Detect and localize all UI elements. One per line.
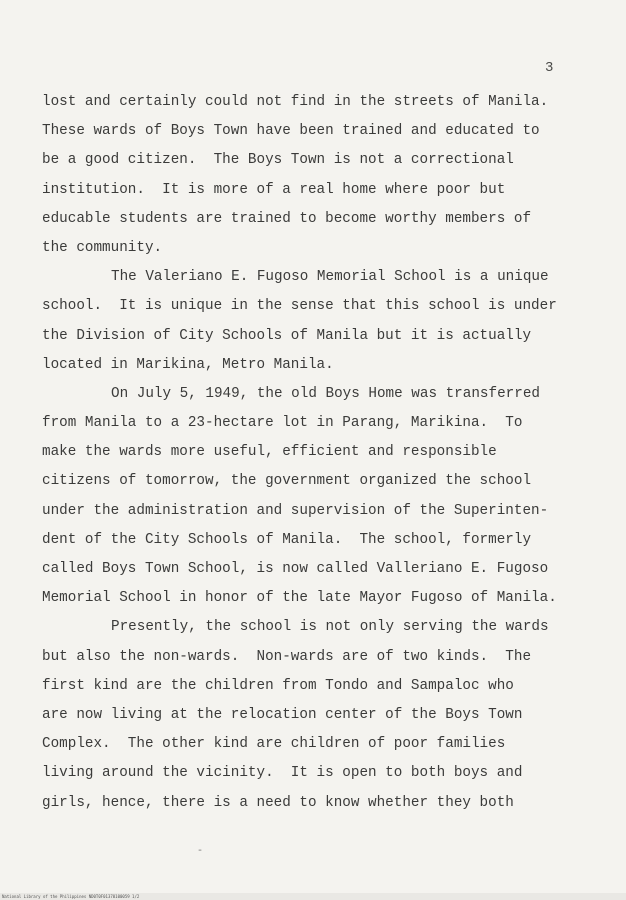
text-line: These wards of Boys Town have been trained and educated to: [42, 123, 540, 140]
page-number: 3: [545, 60, 554, 76]
text-line: Memorial School in honor of the late Mayor Fugoso of Manila.: [42, 590, 557, 607]
text-line: under the administration and supervision of the Superinten-: [42, 502, 549, 519]
text-line: citizens of tomorrow, the government organized the school: [42, 473, 532, 490]
text-line: but also the non-wards. Non-wards are of two kinds. The: [42, 648, 532, 665]
bottom-mark: -: [197, 846, 204, 857]
archive-footer: National Library of the Philippines ND0T0F01370100059 1/2: [2, 894, 140, 899]
text-line: are now living at the relocation center of the Boys Town: [42, 706, 523, 723]
text-line: called Boys Town School, is now called Valleriano E. Fugoso: [42, 561, 549, 577]
text-line: the community.: [42, 239, 163, 256]
text-line: be a good citizen. The Boys Town is not a correctional: [42, 152, 514, 169]
text-line: dent of the City Schools of Manila. The school, formerly: [42, 531, 532, 548]
text-line: girls, hence, there is a need to know whether they both: [42, 794, 514, 811]
text-line: located in Marikina, Metro Manila.: [42, 356, 334, 373]
text-line: lost and certainly could not find in the streets of Manila.: [42, 94, 549, 110]
paragraph-first-line: The Valeriano E. Fugoso Memorial School is a unique: [111, 269, 549, 286]
paragraph-first-line: Presently, the school is not only serving the wards: [111, 619, 549, 636]
text-line: school. It is unique in the sense that this school is under: [42, 298, 557, 315]
text-line: make the wards more useful, efficient and responsible: [42, 444, 497, 461]
text-line: living around the vicinity. It is open to both boys and: [42, 765, 523, 782]
paragraph-first-line: On July 5, 1949, the old Boys Home was transferred: [111, 385, 540, 402]
text-line: first kind are the children from Tondo and Sampaloc who: [42, 677, 514, 694]
text-line: educable students are trained to become worthy members of: [42, 210, 532, 227]
text-line: Complex. The other kind are children of poor families: [42, 736, 506, 753]
text-line: the Division of City Schools of Manila but it is actually: [42, 327, 532, 344]
text-line: from Manila to a 23-hectare lot in Parang, Marikina. To: [42, 415, 523, 432]
body-text: [42, 88, 582, 818]
text-line: institution. It is more of a real home where poor but: [42, 181, 506, 198]
